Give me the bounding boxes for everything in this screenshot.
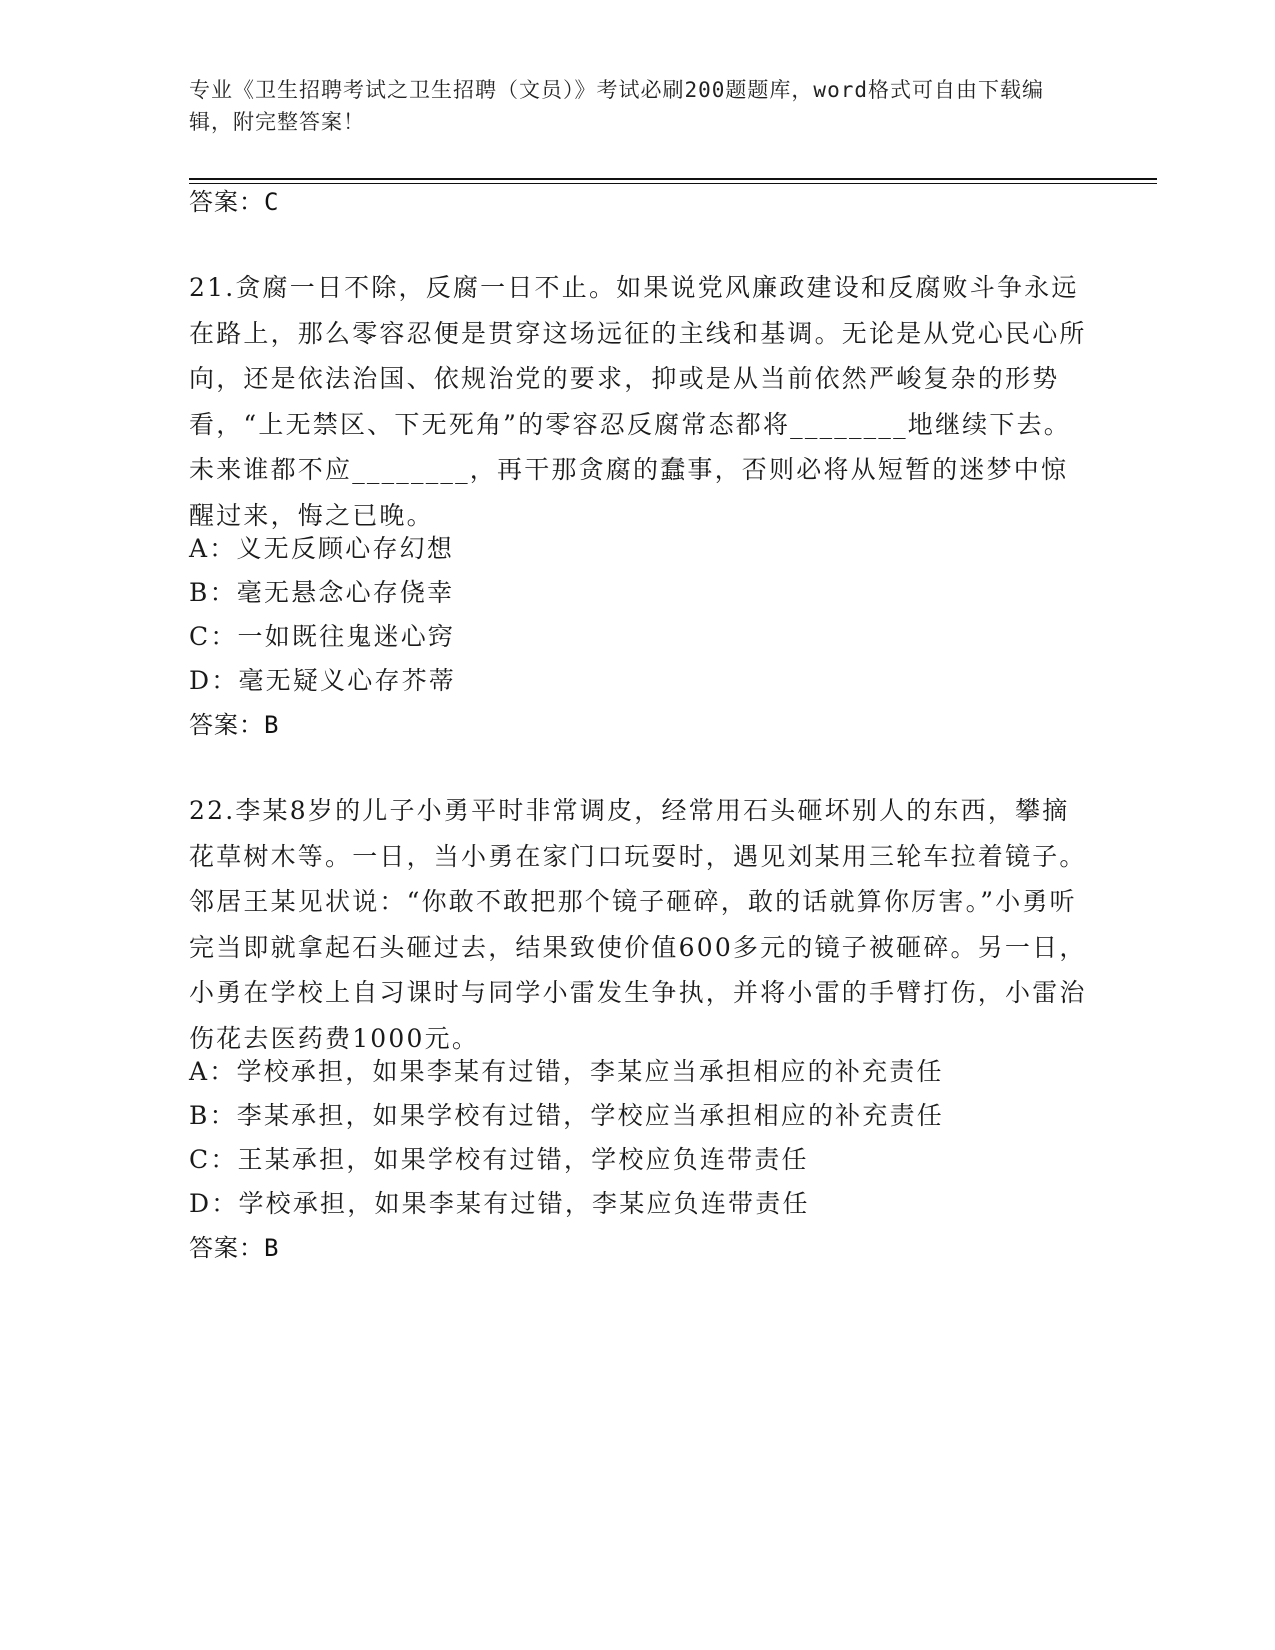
answer-value: C xyxy=(264,188,280,216)
answer-label: 答案： xyxy=(189,711,264,739)
answer-label: 答案： xyxy=(189,188,264,216)
question-21-option-a: A：义无反顾心存幻想 xyxy=(189,534,455,563)
page-header: 专业《卫生招聘考试之卫生招聘（文员）》考试必刷200题题库，word格式可自由下载编辑，附完整答案！ xyxy=(189,78,1044,134)
answer-label: 答案： xyxy=(189,1234,264,1262)
question-22-text: 22.李某8岁的儿子小勇平时非常调皮，经常用石头砸坏别人的东西，攀摘花草树木等。一日，当小勇在家门口玩耍时，遇见刘某用三轮车拉着镜子。邻居王某见状说：“你敢不敢把那个镜子砸碎，敢的话就算你厉害。”小勇听完当即就拿起石头砸过去，结果致使价值600多元的镜子被砸碎。另一日，小勇在学校上自习课时与同学小雷发生争执，并将小雷的手臂打伤，小雷治伤花去医药费1000元。 xyxy=(189,796,1087,1053)
header-divider-thin xyxy=(189,183,1157,184)
question-22-answer xyxy=(189,1232,279,1264)
header-divider-thick xyxy=(189,178,1157,180)
question-21-answer xyxy=(189,709,279,741)
answer-value: B xyxy=(264,1234,280,1262)
question-21-option-b: B：毫无悬念心存侥幸 xyxy=(189,578,455,607)
question-21-option-c: C：一如既往鬼迷心窍 xyxy=(189,622,456,651)
question-21-text: 21.贪腐一日不除，反腐一日不止。如果说党风廉政建设和反腐败斗争永远在路上，那么零容忍便是贯穿这场远征的主线和基调。无论是从党心民心所向，还是依法治国、依规治党的要求，抑或是从当前依然严峻复杂的形势看，“上无禁区、下无死角”的零容忍反腐常态都将________地继续下去。未来谁都不应________，再干那贪腐的蠢事，否则必将从短暂的迷梦中惊醒过来，悔之已晚。 xyxy=(189,273,1087,530)
question-22-option-b: B：李某承担，如果学校有过错，学校应当承担相应的补充责任 xyxy=(189,1101,944,1130)
question-22-option-d: D：学校承担，如果李某有过错，李某应负连带责任 xyxy=(189,1189,810,1218)
question-22-option-c: C：王某承担，如果学校有过错，学校应负连带责任 xyxy=(189,1145,809,1174)
question-22-option-a: A：学校承担，如果李某有过错，李某应当承担相应的补充责任 xyxy=(189,1057,944,1086)
question-21-option-d: D：毫无疑义心存芥蒂 xyxy=(189,666,457,695)
answer-value: B xyxy=(264,711,280,739)
previous-answer xyxy=(189,186,279,218)
